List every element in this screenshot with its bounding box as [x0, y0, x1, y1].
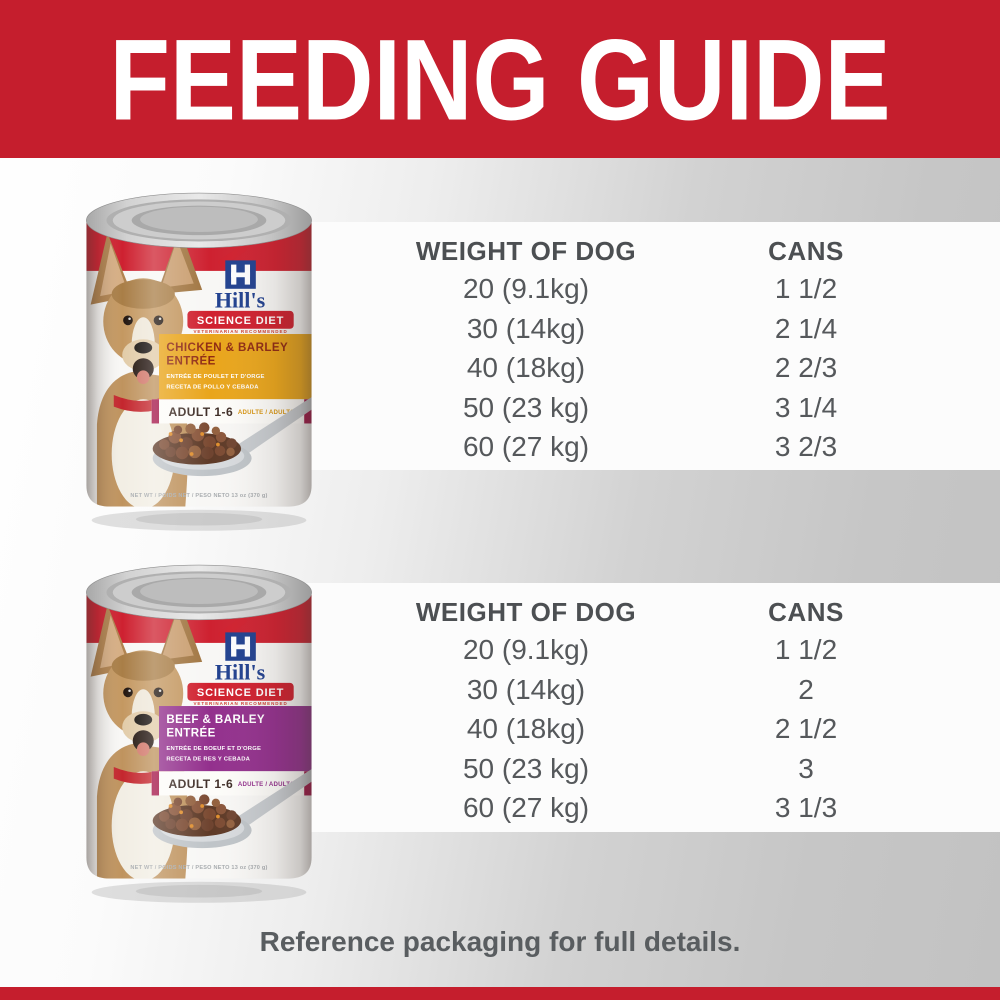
footer-note: Reference packaging for full details.	[259, 926, 741, 957]
feeding-table-panel-beef	[300, 583, 1000, 832]
table-row	[300, 710, 1000, 750]
can-shading	[86, 219, 311, 506]
cans-column-header: CANS	[768, 597, 844, 627]
page-title: FEEDING GUIDE	[109, 14, 891, 144]
cans-cell: 3	[798, 752, 814, 784]
cans-cell: 2 1/4	[774, 312, 838, 344]
table-row	[300, 631, 1000, 671]
feeding-table	[300, 583, 1000, 832]
product-can-beef-barley	[78, 544, 320, 912]
weight-column-header: WEIGHT OF DOG	[415, 597, 637, 627]
weight-cell: 60 (27 kg)	[462, 431, 590, 462]
weight-cell: 60 (27 kg)	[462, 792, 590, 823]
table-row	[300, 310, 1000, 350]
table-row	[300, 389, 1000, 429]
header-banner	[0, 0, 1000, 158]
weight-cell: 50 (23 kg)	[462, 752, 590, 784]
table-row	[300, 671, 1000, 711]
feeding-table-panel-chicken	[300, 222, 1000, 470]
table-row	[300, 750, 1000, 790]
cans-cell: 3 1/3	[774, 792, 838, 823]
feeding-table	[300, 222, 1000, 470]
cans-cell: 2	[798, 673, 814, 705]
table-row	[300, 349, 1000, 389]
weight-cell: 40 (18kg)	[466, 352, 586, 383]
table-header-row	[300, 593, 1000, 631]
cans-cell: 3 2/3	[774, 431, 838, 462]
table-header-row	[300, 232, 1000, 270]
table-row	[300, 789, 1000, 829]
weight-column-header: WEIGHT OF DOG	[415, 236, 637, 266]
can-lid	[86, 193, 311, 248]
weight-cell: 20 (9.1kg)	[462, 273, 590, 304]
cans-cell: 2 2/3	[774, 352, 838, 383]
can-lid	[86, 565, 311, 620]
cans-cell: 2 1/2	[774, 713, 838, 744]
weight-cell: 20 (9.1kg)	[462, 634, 590, 665]
cans-cell: 3 1/4	[774, 391, 838, 423]
cans-cell: 1 1/2	[774, 634, 838, 665]
weight-cell: 50 (23 kg)	[462, 391, 590, 423]
table-row	[300, 428, 1000, 468]
product-can-chicken-barley	[78, 172, 320, 540]
weight-cell: 30 (14kg)	[466, 673, 586, 705]
cans-column-header: CANS	[768, 236, 844, 266]
can-shading	[86, 591, 311, 878]
bottom-red-bar	[0, 987, 1000, 1000]
weight-cell: 30 (14kg)	[466, 312, 586, 344]
weight-cell: 40 (18kg)	[466, 713, 586, 744]
cans-cell: 1 1/2	[774, 273, 838, 304]
table-row	[300, 270, 1000, 310]
